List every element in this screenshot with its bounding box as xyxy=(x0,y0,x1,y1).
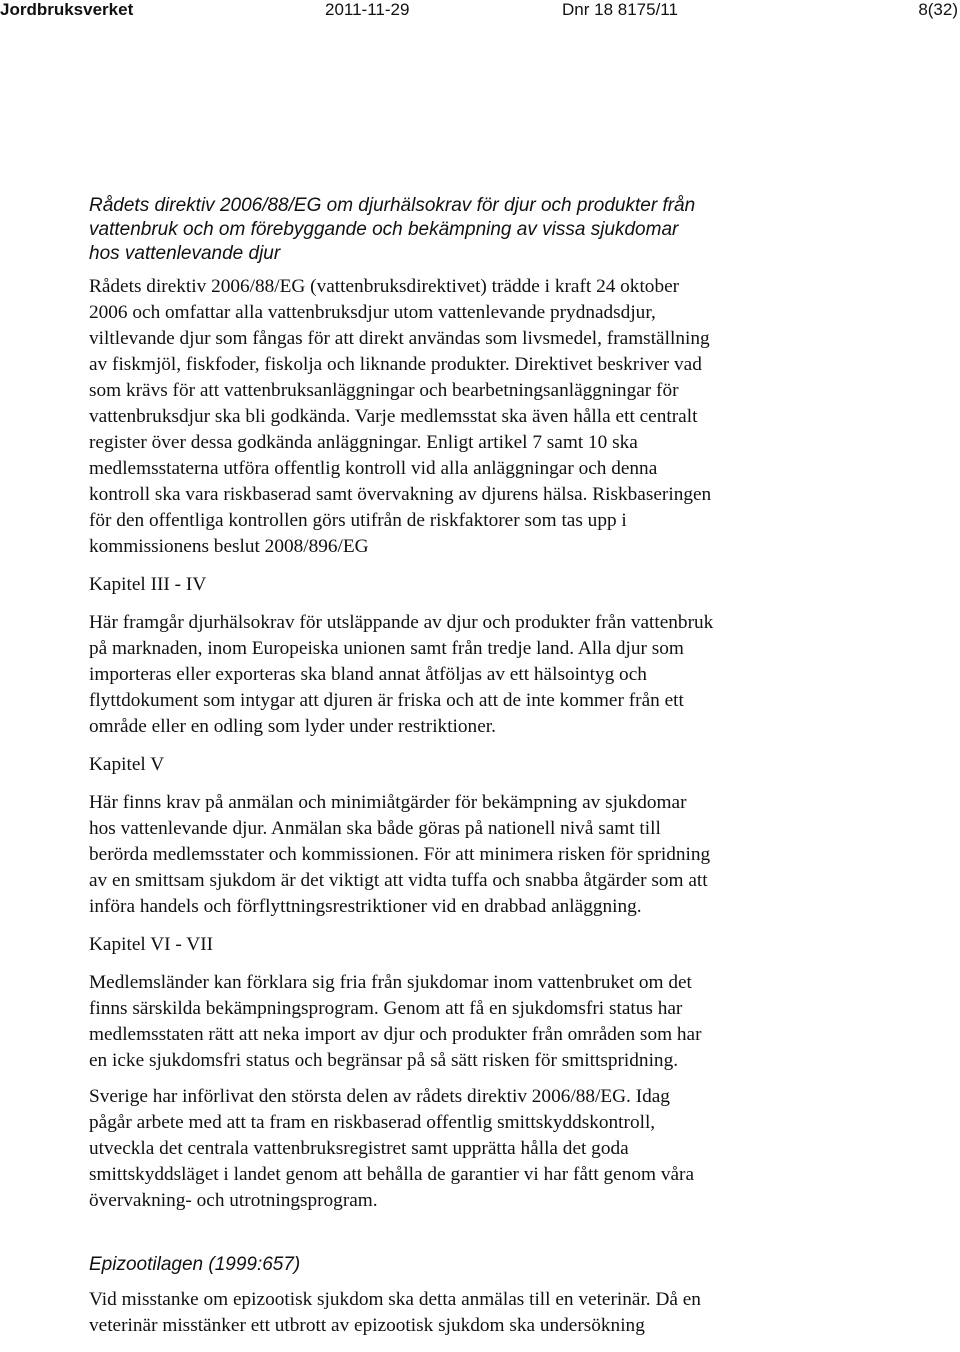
document-reference-number: Dnr 18 8175/11 xyxy=(562,0,678,19)
sweden-paragraph: Sverige har införlivat den största delen av rådets direktiv 2006/88/EG. Idag pågår arbete med att ta fram en riskbaserad offentlig smittskyddskontroll, utveckla det centrala vattenbruksregistret samt upprätta hålla det goda smittskyddsläget i landet genom att behålla de garantier vi har fått genom våra övervakning- och utrotningsprogram. xyxy=(89,1086,695,1211)
page-number: 8(32) xyxy=(918,0,958,19)
document-date: 2011-11-29 xyxy=(325,0,410,19)
epizootilagen-heading: Epizootilagen (1999:657) xyxy=(89,1254,301,1275)
chapter-6-7-paragraph: Medlemsländer kan förklara sig fria från sjukdomar inom vattenbruket om det finns särskilda bekämpningsprogram. Genom att få en sjukdomsfri status har medlemsstaten rätt att neka import av djur och produkter från områden som har en icke sjukdomsfri status och begränsar på så sätt risken för smittspridning. xyxy=(89,972,702,1071)
chapter-6-7-title: Kapitel VI - VII xyxy=(89,934,214,955)
chapter-3-4-title: Kapitel III - IV xyxy=(89,574,207,595)
chapter-5-paragraph: Här finns krav på anmälan och minimiåtgärder för bekämpning av sjukdomar hos vattenlevande djur. Anmälan ska både göras på nationell nivå samt till berörda medlemsstater och kommissionen. För att minimera risken för spridning av en smittsam sjukdom är det viktigt att vidta tuffa och snabba åtgärder som att införa handels och förflyttningsrestriktioner vid en drabbad anläggning. xyxy=(89,792,711,917)
chapter-5-title: Kapitel V xyxy=(89,754,165,775)
directive-paragraph: Rådets direktiv 2006/88/EG (vattenbruksdirektivet) trädde i kraft 24 oktober 2006 och omfattar alla vattenbruksdjur utom vattenlevande prydnadsdjur, viltlevande djur som fångas för att direkt användas som livsmedel, framställning av fiskmjöl, fiskfoder, fiskolja och liknande produkter. Direktivet beskriver vad som krävs för att vattenbruksanläggningar och bearbetningsanläggningar för vattenbruksdjur ska bli godkända. Varje medlemsstat ska även hålla ett centralt register över dessa godkända anläggningar. Enligt artikel 7 samt 10 ska medlemsstaterna utföra offentlig kontroll vid alla anläggningar och denna kontroll ska vara riskbaserad samt övervakning av djurens hälsa. Riskbaseringen för den offentliga kontrollen görs utifrån de riskfaktorer som tas upp i kommissionens beslut 2008/896/EG xyxy=(89,276,712,557)
directive-heading: Rådets direktiv 2006/88/EG om djurhälsokrav för djur och produkter från vattenbruk och om förebyggande och bekämpning av vissa sjukdomar hos vattenlevande djur xyxy=(89,195,696,264)
chapter-3-4-paragraph: Här framgår djurhälsokrav för utsläppande av djur och produkter från vattenbruk på marknaden, inom Europeiska unionen samt från tredje land. Alla djur som importeras eller exporteras ska bland annat åtföljas av ett hälsointyg och flyttdokument som intygar att djuren är friska och att de inte kommer från ett område eller en odling som lyder under restriktioner. xyxy=(89,612,714,737)
organization-name: Jordbruksverket xyxy=(0,0,134,19)
document-body xyxy=(89,194,829,1339)
epizootilagen-paragraph: Vid misstanke om epizootisk sjukdom ska detta anmälas till en veterinär. Då en veterinär misstänker ett utbrott av epizootisk sjukdom ska undersökning xyxy=(89,1289,701,1336)
page-header xyxy=(0,0,960,24)
